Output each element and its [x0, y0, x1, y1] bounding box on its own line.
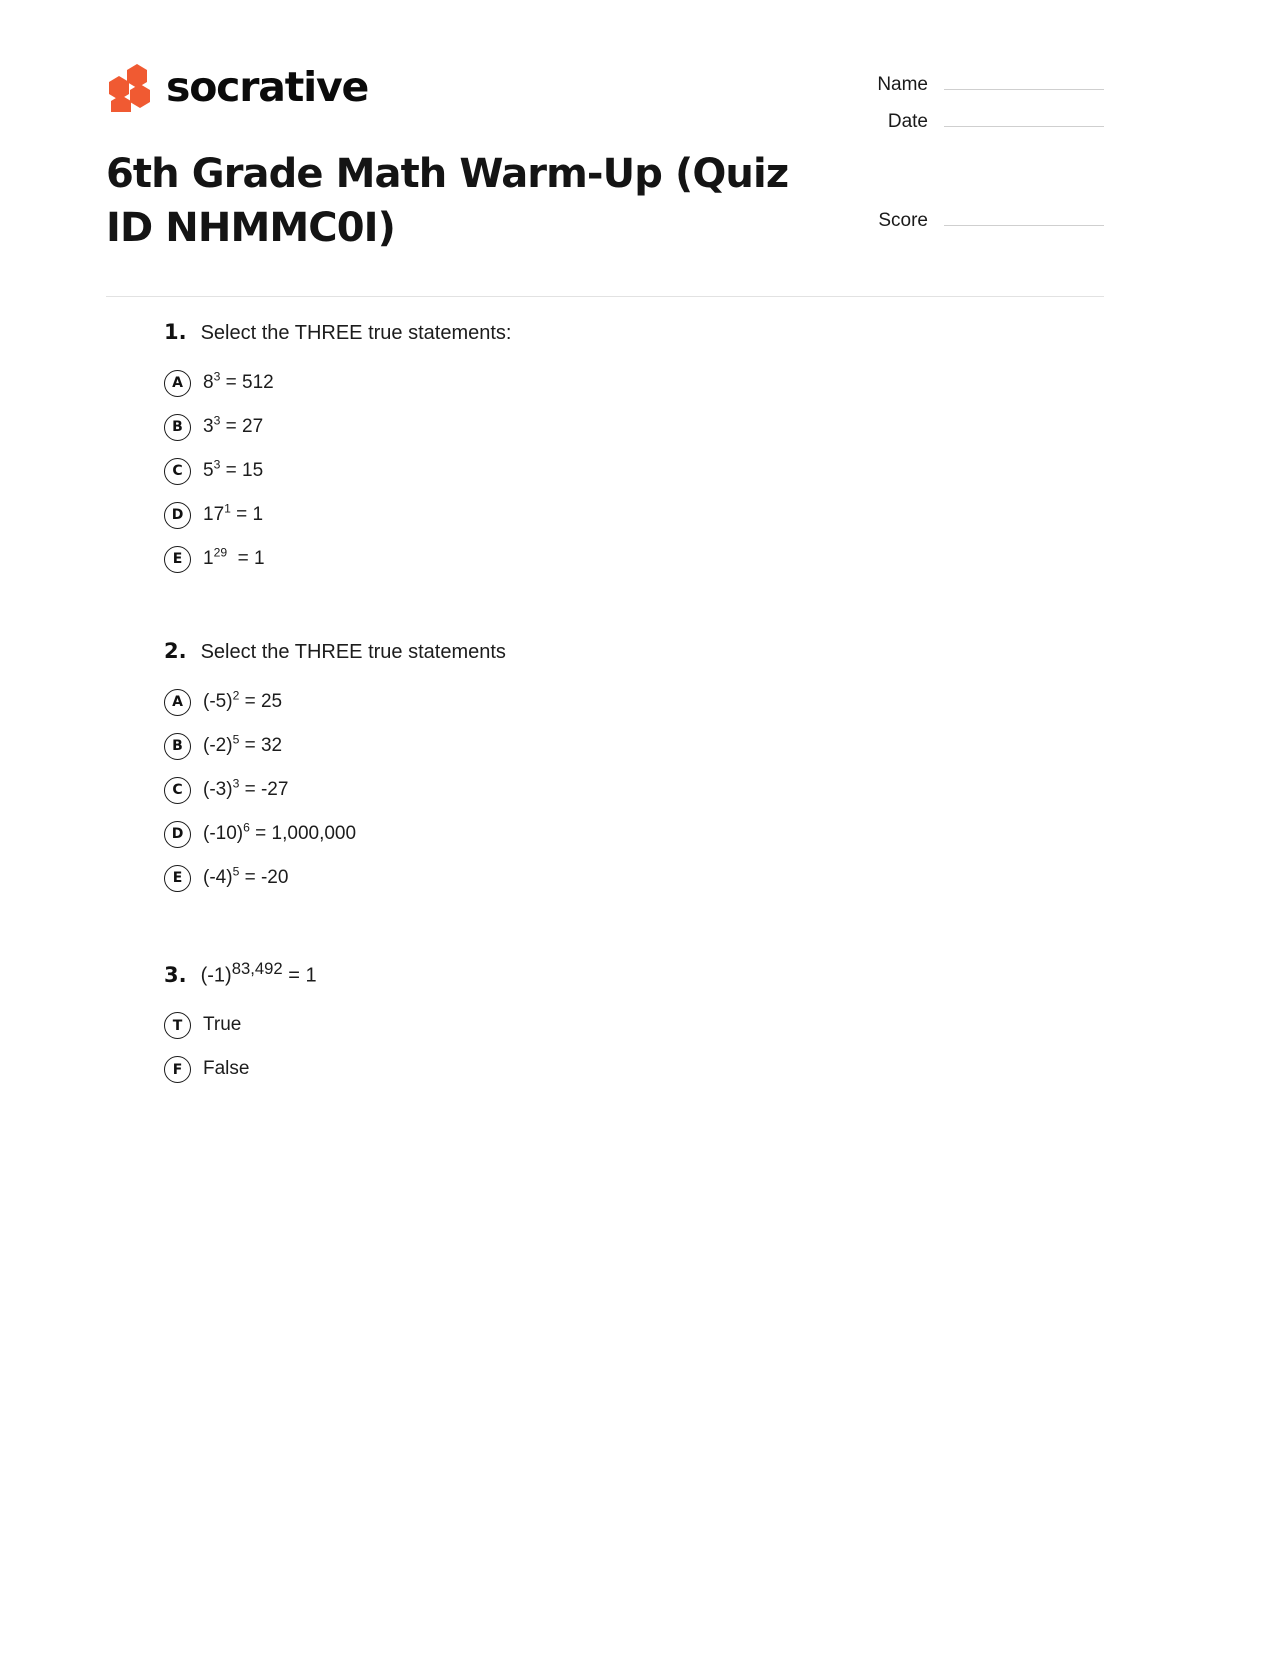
- question-3-header: [164, 958, 1104, 990]
- choice-1d[interactable]: [164, 493, 1104, 537]
- choice-1c[interactable]: [164, 449, 1104, 493]
- date-label: Date: [887, 111, 928, 132]
- name-input-line[interactable]: [944, 70, 1104, 90]
- brand-name: socrative: [166, 62, 369, 111]
- name-field-row: [774, 70, 1104, 96]
- question-1-number: 1.: [164, 320, 187, 344]
- date-field-row: [774, 107, 1104, 133]
- choice-bubble-b[interactable]: B: [164, 733, 191, 760]
- choice-1e[interactable]: [164, 537, 1104, 581]
- choice-1c-text: $5^3 = 15$: [203, 457, 264, 481]
- worksheet-header: [106, 0, 1104, 251]
- question-3-prompt: $(-1)^{83,492} = 1$: [200, 959, 317, 987]
- question-1-prompt: Select the THREE true statements:: [200, 322, 512, 344]
- choice-2e-text: $(-4)^5 = -20$: [203, 864, 289, 888]
- question-2: [106, 639, 1104, 900]
- question-2-prompt: Select the THREE true statements: [200, 641, 506, 663]
- choice-2c[interactable]: [164, 768, 1104, 812]
- choice-bubble-c[interactable]: C: [164, 458, 191, 485]
- question-3-number: 3.: [164, 962, 187, 987]
- date-input-line[interactable]: [944, 107, 1104, 127]
- choice-bubble-d[interactable]: D: [164, 821, 191, 848]
- choice-bubble-f[interactable]: F: [164, 1056, 191, 1083]
- choice-bubble-c[interactable]: C: [164, 777, 191, 804]
- choice-2d[interactable]: [164, 812, 1104, 856]
- socrative-hexagon-logo-icon: [106, 62, 152, 112]
- choice-bubble-d[interactable]: D: [164, 502, 191, 529]
- page-title: 6th Grade Math Warm-Up (Quiz ID NHMMC0I): [106, 151, 789, 251]
- choice-2d-text: $(-10)^6 = 1,000,000$: [203, 820, 357, 844]
- socrative-logo: [106, 62, 368, 112]
- score-input-line[interactable]: [944, 206, 1104, 226]
- question-3: [106, 958, 1104, 1092]
- question-list: [106, 320, 1104, 1092]
- question-2-number: 2.: [164, 639, 187, 663]
- choice-bubble-a[interactable]: A: [164, 370, 191, 397]
- question-2-choices: [106, 680, 1104, 900]
- choice-3-false-text: False: [203, 1058, 250, 1080]
- choice-1a-text: $8^3 = 512$: [203, 369, 274, 393]
- choice-bubble-e[interactable]: E: [164, 865, 191, 892]
- choice-3-true[interactable]: [164, 1004, 1104, 1048]
- choice-bubble-b[interactable]: B: [164, 414, 191, 441]
- choice-1e-text: $1^{29} = 1$: [203, 545, 265, 569]
- choice-2c-text: $(-3)^3 = -27$: [203, 776, 289, 800]
- choice-2e[interactable]: [164, 856, 1104, 900]
- worksheet-content: [106, 0, 1104, 1080]
- score-label: Score: [878, 210, 928, 231]
- header-divider: [106, 296, 1104, 297]
- choice-bubble-e[interactable]: E: [164, 546, 191, 573]
- question-3-choices: [106, 1004, 1104, 1092]
- choice-1b-text: $3^3 = 27$: [203, 413, 264, 437]
- choice-2a[interactable]: [164, 680, 1104, 724]
- choice-3-false[interactable]: [164, 1048, 1104, 1092]
- choice-2b[interactable]: [164, 724, 1104, 768]
- choice-2a-text: $(-5)^2 = 25$: [203, 688, 283, 712]
- question-1-choices: [106, 361, 1104, 581]
- question-1: [106, 320, 1104, 581]
- choice-1a[interactable]: [164, 361, 1104, 405]
- name-label: Name: [877, 74, 928, 95]
- choice-2b-text: $(-2)^5 = 32$: [203, 732, 283, 756]
- question-1-header: [164, 320, 1104, 347]
- choice-3-true-text: True: [203, 1014, 242, 1036]
- choice-1b[interactable]: [164, 405, 1104, 449]
- choice-1d-text: $17^1 = 1$: [203, 501, 264, 525]
- choice-bubble-t[interactable]: T: [164, 1012, 191, 1039]
- choice-bubble-a[interactable]: A: [164, 689, 191, 716]
- question-2-header: [164, 639, 1104, 666]
